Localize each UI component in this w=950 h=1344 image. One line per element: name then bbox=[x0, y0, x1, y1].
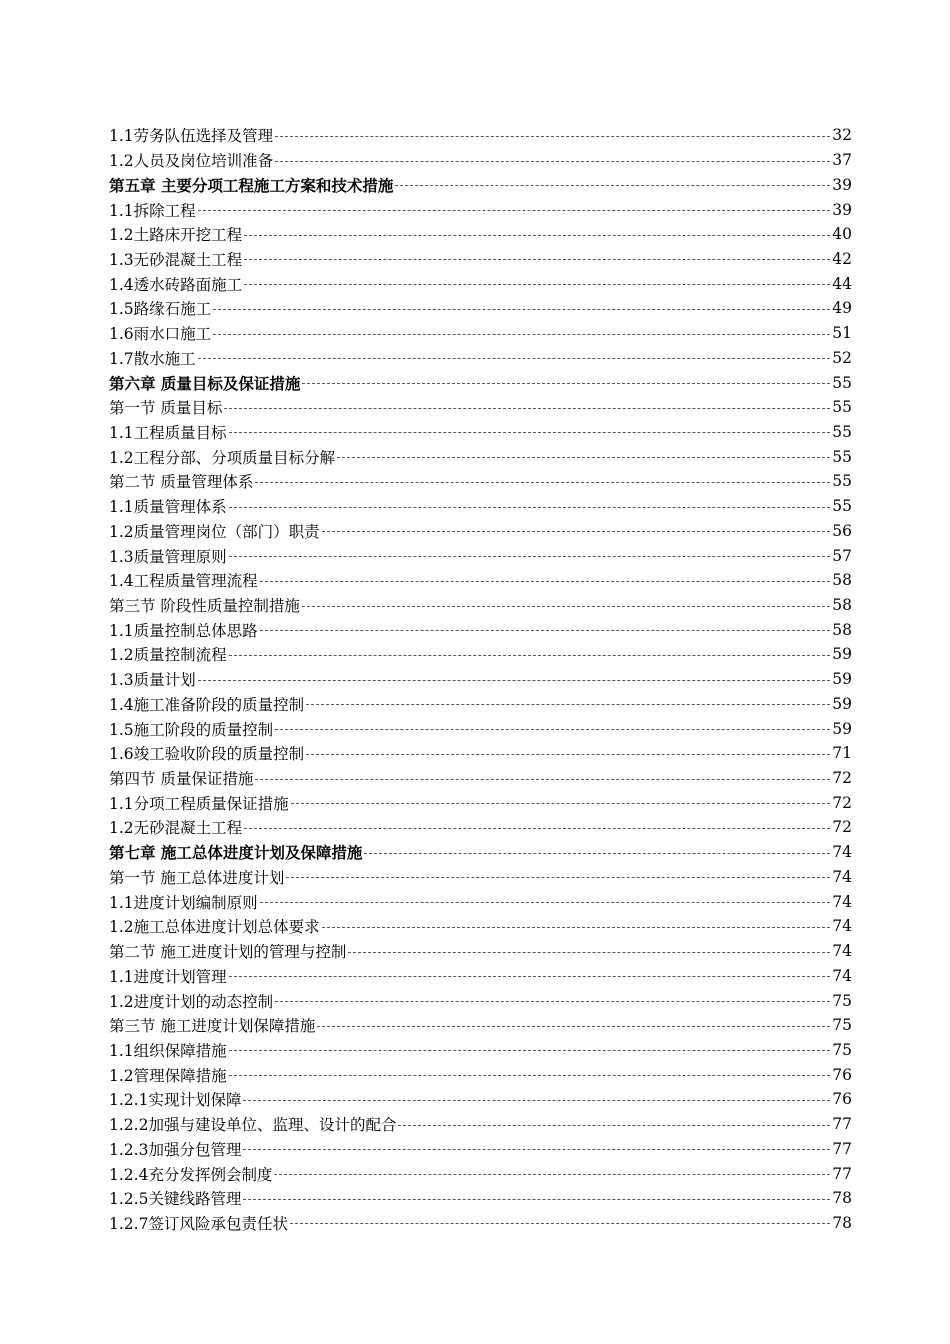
toc-dot-leader bbox=[398, 1125, 830, 1126]
toc-dot-leader bbox=[198, 210, 831, 211]
toc-item-entry[interactable] bbox=[109, 247, 852, 272]
toc-dot-leader bbox=[275, 136, 830, 137]
toc-item-entry[interactable] bbox=[109, 519, 852, 544]
toc-page-number: 72 bbox=[832, 818, 852, 837]
toc-item-entry[interactable] bbox=[109, 963, 852, 988]
toc-page-number: 58 bbox=[832, 571, 852, 590]
toc-dot-leader bbox=[275, 729, 830, 730]
toc-item-entry[interactable] bbox=[109, 914, 852, 939]
toc-entry-title: 1.1分项工程质量保证措施 bbox=[109, 794, 289, 813]
toc-dot-leader bbox=[244, 828, 830, 829]
toc-page-number: 78 bbox=[832, 1213, 852, 1232]
toc-entry-title: 第一节 施工总体进度计划 bbox=[109, 868, 285, 887]
toc-entry-title: 第三节 施工进度计划保障措施 bbox=[109, 1017, 316, 1036]
toc-item-entry[interactable] bbox=[109, 741, 852, 766]
toc-entry-title: 第七章 施工总体进度计划及保障措施 bbox=[109, 843, 363, 863]
toc-dot-leader bbox=[224, 408, 830, 409]
toc-dot-leader bbox=[255, 482, 830, 483]
toc-entry-title: 1.5施工阶段的质量控制 bbox=[109, 720, 274, 739]
toc-item-entry[interactable] bbox=[109, 815, 852, 840]
toc-page-number: 74 bbox=[832, 867, 852, 886]
toc-page-number: 37 bbox=[832, 151, 852, 170]
toc-entry-title: 1.2.1实现计划保障 bbox=[109, 1091, 242, 1110]
toc-entry-title: 1.2进度计划的动态控制 bbox=[109, 992, 274, 1011]
toc-dot-leader bbox=[302, 606, 830, 607]
toc-entry-title: 1.3质量计划 bbox=[109, 671, 196, 690]
toc-page-number: 75 bbox=[832, 991, 852, 1010]
toc-item-entry[interactable] bbox=[109, 222, 852, 247]
toc-item-entry[interactable] bbox=[109, 296, 852, 321]
toc-dot-leader bbox=[243, 1199, 830, 1200]
toc-chapter-entry[interactable] bbox=[109, 840, 852, 865]
toc-page-number: 59 bbox=[832, 670, 852, 689]
toc-page-number: 74 bbox=[832, 917, 852, 936]
toc-entry-title: 1.2质量控制流程 bbox=[109, 646, 227, 665]
toc-dot-leader bbox=[275, 161, 830, 162]
toc-entry-title: 1.1进度计划编制原则 bbox=[109, 893, 258, 912]
toc-entry-title: 第四节 质量保证措施 bbox=[109, 770, 254, 789]
toc-item-entry[interactable] bbox=[109, 1186, 852, 1211]
toc-page-number: 59 bbox=[832, 719, 852, 738]
toc-page-number: 72 bbox=[832, 769, 852, 788]
toc-entry-title: 1.2工程分部、分项质量目标分解 bbox=[109, 448, 336, 467]
toc-entry-title: 1.2质量管理岗位（部门）职责 bbox=[109, 522, 320, 541]
toc-entry-title: 1.6竣工验收阶段的质量控制 bbox=[109, 745, 305, 764]
toc-page-number: 74 bbox=[832, 966, 852, 985]
toc-dot-leader bbox=[229, 1075, 831, 1076]
toc-section-entry[interactable] bbox=[109, 395, 852, 420]
toc-entry-title: 1.3质量管理原则 bbox=[109, 547, 227, 566]
toc-item-entry[interactable] bbox=[109, 543, 852, 568]
toc-dot-leader bbox=[244, 259, 830, 260]
toc-page-number: 49 bbox=[832, 299, 852, 318]
toc-dot-leader bbox=[244, 235, 830, 236]
toc-entry-title: 1.1进度计划管理 bbox=[109, 967, 227, 986]
toc-item-entry[interactable] bbox=[109, 1211, 852, 1236]
toc-item-entry[interactable] bbox=[109, 345, 852, 370]
toc-dot-leader bbox=[229, 507, 831, 508]
toc-page-number: 55 bbox=[832, 422, 852, 441]
toc-entry-title: 第二节 质量管理体系 bbox=[109, 473, 254, 492]
toc-item-entry[interactable] bbox=[109, 889, 852, 914]
toc-page-number: 55 bbox=[832, 472, 852, 491]
toc-item-entry[interactable] bbox=[109, 1161, 852, 1186]
toc-entry-title: 第二节 施工进度计划的管理与控制 bbox=[109, 943, 347, 962]
toc-page-number: 57 bbox=[832, 546, 852, 565]
toc-entry-title: 1.2.5关键线路管理 bbox=[109, 1190, 242, 1209]
toc-page-number: 42 bbox=[832, 249, 852, 268]
toc-dot-leader bbox=[229, 432, 831, 433]
toc-item-entry[interactable] bbox=[109, 321, 852, 346]
toc-dot-leader bbox=[243, 1100, 830, 1101]
toc-page-number: 51 bbox=[832, 324, 852, 343]
toc-item-entry[interactable] bbox=[109, 420, 852, 445]
toc-page-number: 55 bbox=[832, 447, 852, 466]
toc-page-number: 39 bbox=[832, 175, 852, 194]
toc-page-number: 59 bbox=[832, 645, 852, 664]
toc-entry-title: 1.2.3加强分包管理 bbox=[109, 1140, 242, 1159]
toc-page-number: 75 bbox=[832, 1016, 852, 1035]
toc-item-entry[interactable] bbox=[109, 790, 852, 815]
toc-entry-title: 1.2.4充分发挥例会制度 bbox=[109, 1165, 273, 1184]
toc-entry-title: 1.1质量管理体系 bbox=[109, 498, 227, 517]
toc-dot-leader bbox=[348, 952, 830, 953]
toc-page-number: 55 bbox=[832, 497, 852, 516]
toc-page-number: 32 bbox=[832, 126, 852, 145]
toc-dot-leader bbox=[306, 754, 830, 755]
toc-entry-title: 1.4施工准备阶段的质量控制 bbox=[109, 695, 305, 714]
toc-dot-leader bbox=[290, 1223, 830, 1224]
toc-entry-title: 1.2土路床开挖工程 bbox=[109, 226, 243, 245]
toc-dot-leader bbox=[286, 877, 830, 878]
toc-item-entry[interactable] bbox=[109, 1038, 852, 1063]
toc-entry-title: 1.1拆除工程 bbox=[109, 201, 196, 220]
toc-entry-title: 1.3无砂混凝土工程 bbox=[109, 250, 243, 269]
toc-page-number: 76 bbox=[832, 1090, 852, 1109]
toc-section-entry[interactable] bbox=[109, 939, 852, 964]
toc-dot-leader bbox=[322, 531, 831, 532]
toc-page-number: 77 bbox=[832, 1164, 852, 1183]
toc-dot-leader bbox=[364, 853, 830, 854]
toc-item-entry[interactable] bbox=[109, 444, 852, 469]
toc-entry-title: 1.2施工总体进度计划总体要求 bbox=[109, 918, 320, 937]
toc-item-entry[interactable] bbox=[109, 271, 852, 296]
table-of-contents bbox=[109, 123, 852, 1235]
toc-entry-title: 1.2人员及岗位培训准备 bbox=[109, 152, 274, 171]
toc-dot-leader bbox=[229, 976, 831, 977]
toc-dot-leader bbox=[322, 927, 831, 928]
toc-item-entry[interactable] bbox=[109, 494, 852, 519]
toc-page-number: 74 bbox=[832, 892, 852, 911]
toc-page-number: 55 bbox=[832, 398, 852, 417]
toc-dot-leader bbox=[317, 1026, 830, 1027]
toc-entry-title: 1.2无砂混凝土工程 bbox=[109, 819, 243, 838]
toc-dot-leader bbox=[395, 185, 830, 186]
toc-section-entry[interactable] bbox=[109, 865, 852, 890]
toc-page-number: 72 bbox=[832, 793, 852, 812]
toc-entry-title: 1.1工程质量目标 bbox=[109, 423, 227, 442]
toc-page-number: 58 bbox=[832, 596, 852, 615]
toc-chapter-entry[interactable] bbox=[109, 370, 852, 395]
toc-entry-title: 1.4透水砖路面施工 bbox=[109, 275, 243, 294]
toc-page-number: 44 bbox=[832, 274, 852, 293]
toc-item-entry[interactable] bbox=[109, 123, 852, 148]
toc-entry-title: 1.5路缘石施工 bbox=[109, 300, 212, 319]
toc-dot-leader bbox=[244, 284, 830, 285]
toc-entry-title: 1.7散水施工 bbox=[109, 349, 196, 368]
toc-dot-leader bbox=[260, 630, 831, 631]
toc-item-entry[interactable] bbox=[109, 1062, 852, 1087]
toc-dot-leader bbox=[275, 1001, 830, 1002]
toc-dot-leader bbox=[229, 1050, 831, 1051]
toc-item-entry[interactable] bbox=[109, 148, 852, 173]
toc-dot-leader bbox=[337, 457, 830, 458]
toc-page-number: 40 bbox=[832, 225, 852, 244]
toc-dot-leader bbox=[213, 334, 830, 335]
toc-dot-leader bbox=[260, 902, 831, 903]
toc-entry-title: 1.2.2加强与建设单位、监理、设计的配合 bbox=[109, 1116, 397, 1135]
toc-dot-leader bbox=[302, 383, 830, 384]
toc-page-number: 58 bbox=[832, 620, 852, 639]
toc-page-number: 77 bbox=[832, 1115, 852, 1134]
toc-item-entry[interactable] bbox=[109, 1136, 852, 1161]
toc-item-entry[interactable] bbox=[109, 667, 852, 692]
toc-page-number: 75 bbox=[832, 1040, 852, 1059]
toc-page-number: 71 bbox=[832, 744, 852, 763]
toc-page-number: 74 bbox=[832, 942, 852, 961]
toc-entry-title: 第六章 质量目标及保证措施 bbox=[109, 373, 301, 393]
toc-entry-title: 第一节 质量目标 bbox=[109, 399, 223, 418]
toc-page-number: 56 bbox=[832, 521, 852, 540]
toc-dot-leader bbox=[243, 1149, 830, 1150]
toc-entry-title: 1.6雨水口施工 bbox=[109, 325, 212, 344]
toc-item-entry[interactable] bbox=[109, 568, 852, 593]
toc-entry-title: 1.1劳务队伍选择及管理 bbox=[109, 127, 274, 146]
toc-item-entry[interactable] bbox=[109, 617, 852, 642]
toc-dot-leader bbox=[198, 358, 831, 359]
toc-item-entry[interactable] bbox=[109, 988, 852, 1013]
toc-item-entry[interactable] bbox=[109, 197, 852, 222]
toc-dot-leader bbox=[255, 779, 830, 780]
toc-section-entry[interactable] bbox=[109, 469, 852, 494]
toc-entry-title: 1.1组织保障措施 bbox=[109, 1041, 227, 1060]
toc-item-entry[interactable] bbox=[109, 642, 852, 667]
toc-page-number: 59 bbox=[832, 694, 852, 713]
toc-page-number: 74 bbox=[832, 843, 852, 862]
toc-page-number: 78 bbox=[832, 1189, 852, 1208]
toc-entry-title: 1.2管理保障措施 bbox=[109, 1066, 227, 1085]
toc-dot-leader bbox=[229, 556, 831, 557]
toc-section-entry[interactable] bbox=[109, 766, 852, 791]
toc-dot-leader bbox=[291, 803, 831, 804]
toc-item-entry[interactable] bbox=[109, 716, 852, 741]
toc-dot-leader bbox=[260, 581, 831, 582]
toc-section-entry[interactable] bbox=[109, 1013, 852, 1038]
toc-dot-leader bbox=[213, 309, 830, 310]
toc-entry-title: 第三节 阶段性质量控制措施 bbox=[109, 597, 300, 616]
toc-dot-leader bbox=[229, 655, 831, 656]
toc-item-entry[interactable] bbox=[109, 692, 852, 717]
toc-page-number: 77 bbox=[832, 1139, 852, 1158]
toc-section-entry[interactable] bbox=[109, 593, 852, 618]
toc-page-number: 55 bbox=[832, 373, 852, 392]
toc-page-number: 39 bbox=[832, 200, 852, 219]
toc-dot-leader bbox=[198, 680, 831, 681]
toc-entry-title: 第五章 主要分项工程施工方案和技术措施 bbox=[109, 175, 394, 195]
toc-page-number: 76 bbox=[832, 1065, 852, 1084]
toc-entry-title: 1.1质量控制总体思路 bbox=[109, 621, 258, 640]
toc-dot-leader bbox=[274, 1174, 830, 1175]
toc-dot-leader bbox=[306, 704, 830, 705]
toc-page-number: 52 bbox=[832, 348, 852, 367]
toc-item-entry[interactable] bbox=[109, 1112, 852, 1137]
toc-entry-title: 1.4工程质量管理流程 bbox=[109, 572, 258, 591]
toc-item-entry[interactable] bbox=[109, 1087, 852, 1112]
toc-chapter-entry[interactable] bbox=[109, 172, 852, 197]
toc-entry-title: 1.2.7签订风险承包责任状 bbox=[109, 1214, 288, 1233]
